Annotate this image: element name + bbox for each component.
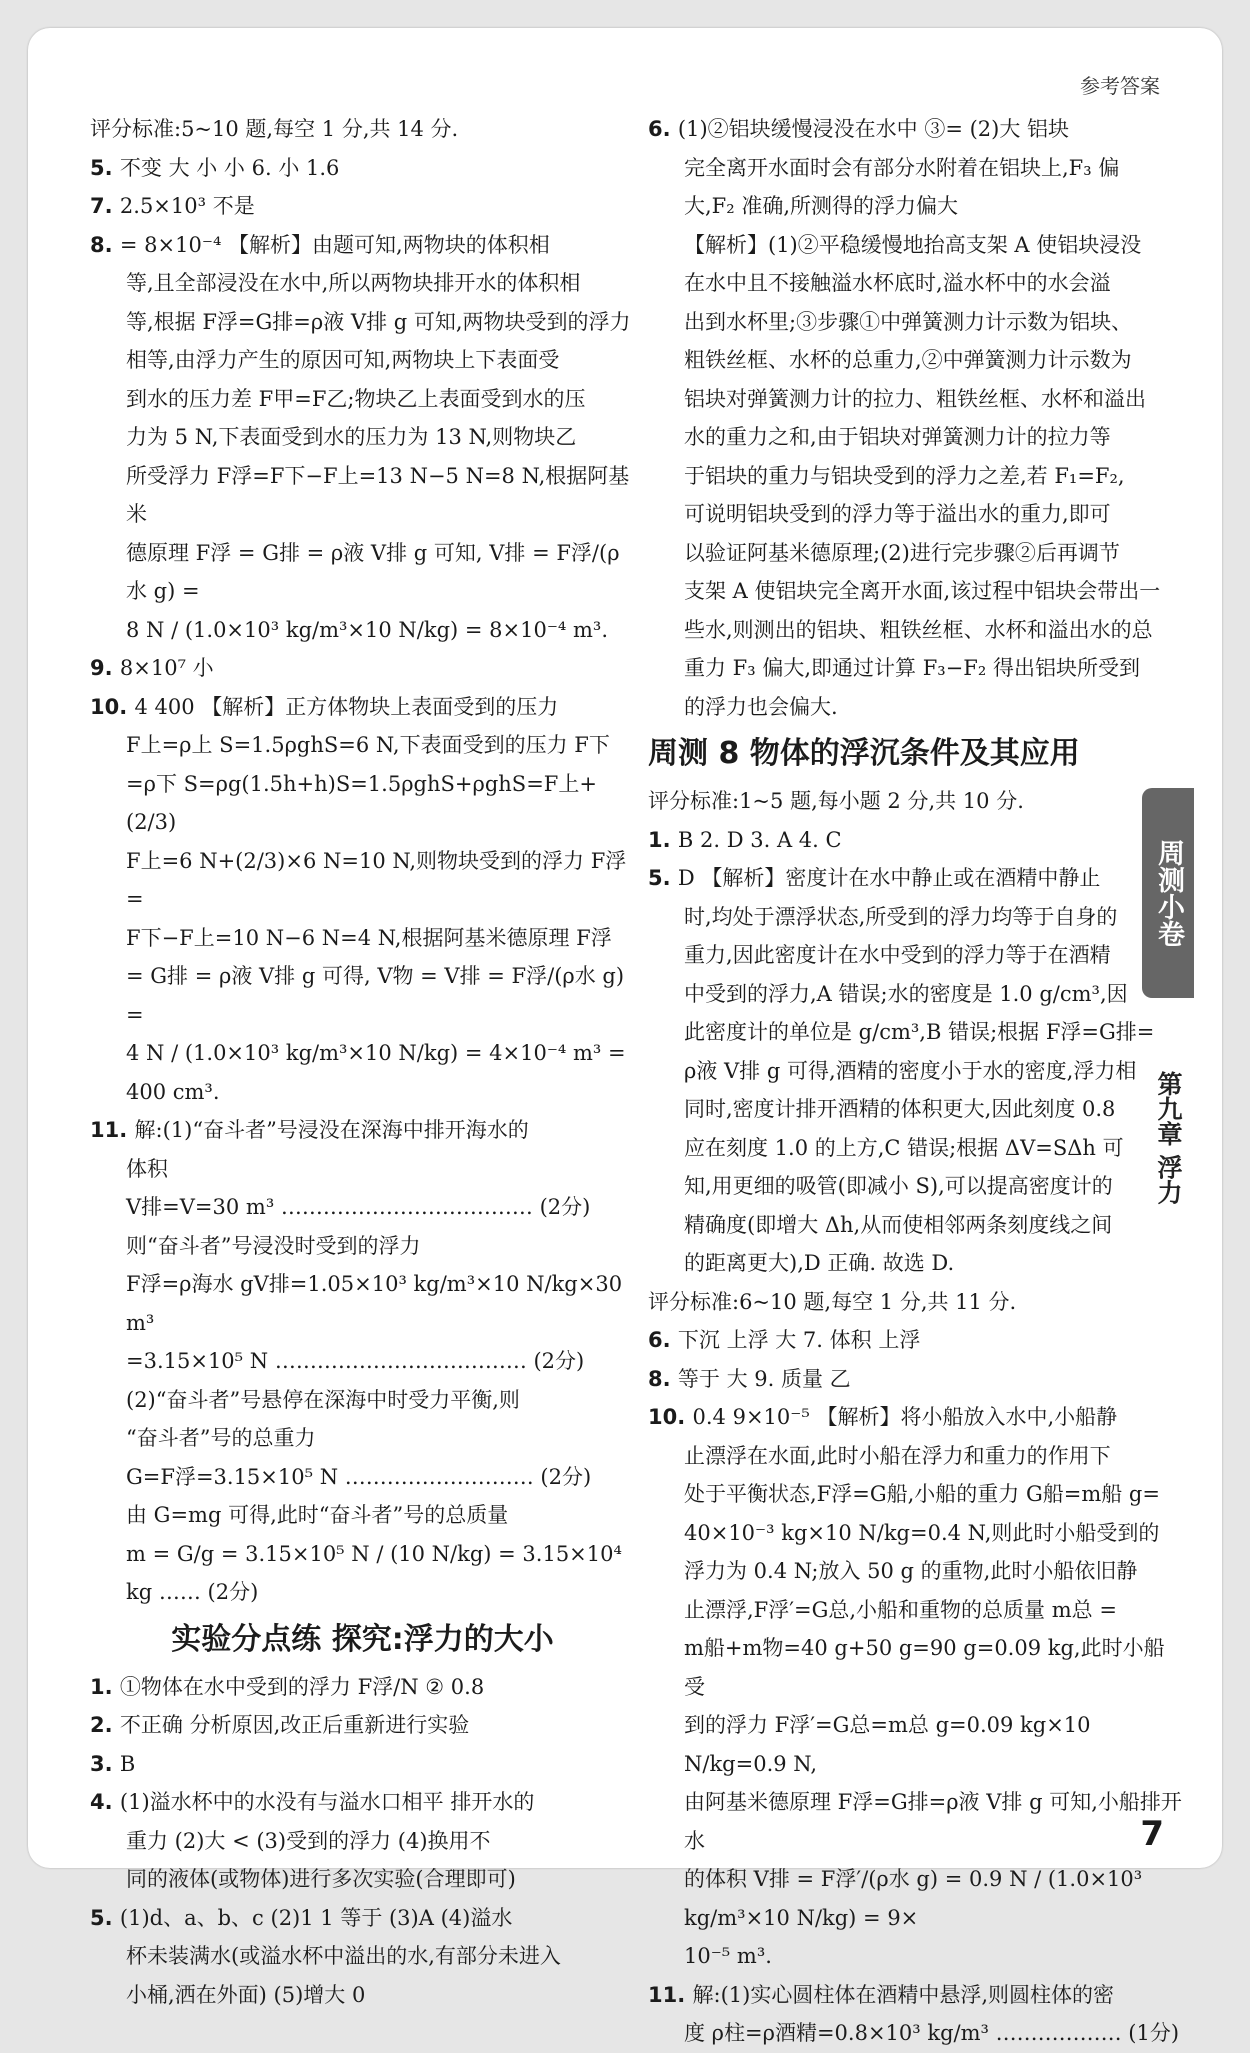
item-number: 4.: [90, 1790, 120, 1814]
item-text: 不变 大 小 小 6. 小 1.6: [119, 155, 340, 180]
item-text: 下沉 上浮 大 7. 体积 上浮: [677, 1328, 921, 1352]
continuation-line: 知,用更细的吸管(即减小 S),可以提高密度计的: [684, 1174, 1113, 1198]
continuation-line: 在水中且不接触溢水杯底时,溢水杯中的水会溢: [684, 271, 1111, 295]
item-number: 9.: [90, 656, 120, 680]
item-text: 8×10⁷ 小: [119, 656, 214, 680]
continuation-line: 到的浮力 F浮′=G总=m总 g=0.09 kg×10 N/kg=0.9 N,: [684, 1713, 1091, 1776]
continuation-line: m = G/g = 3.15×10⁵ N / (10 N/kg) = 3.15×10⁴ kg …… (2分): [126, 1541, 622, 1604]
item-text: ①物体在水中受到的浮力 F浮/N ② 0.8: [119, 1674, 485, 1699]
chapter-label: 第九章 浮力: [1154, 1071, 1183, 1205]
continuation-line: “奋斗者”号的总重力: [126, 1426, 316, 1450]
continuation-line: F上=ρ上 S=1.5ρghS=6 N,下表面受到的压力 F下: [126, 733, 610, 757]
answer-item: [90, 149, 635, 188]
right-column: [648, 110, 1183, 2053]
continuation-line: 止漂浮,F浮′=G总,小船和重物的总质量 m总 =: [684, 1597, 1117, 1622]
item-number: 11.: [648, 1982, 693, 2007]
section-title: 周测 8 物体的浮沉条件及其应用: [648, 736, 1080, 771]
answer-page: [28, 28, 1222, 2045]
header-label: 参考答案: [1080, 74, 1160, 98]
item-number: 11.: [90, 1118, 135, 1142]
scoring-line: 评分标准:6~10 题,每空 1 分,共 11 分.: [648, 1289, 1017, 1314]
item-text: 解:(1)“奋斗者”号浸没在深海中排开海水的: [134, 1118, 529, 1142]
continuation-line: 浮力为 0.4 N;放入 50 g 的重物,此时小船依旧静: [684, 1559, 1138, 1583]
answer-item: [90, 1668, 635, 1707]
continuation-line: F浮=ρ海水 gV排=1.05×10³ kg/m³×10 N/kg×30 m³: [126, 1272, 623, 1335]
item-number: 6.: [648, 1328, 678, 1352]
answer-item: [648, 821, 1183, 860]
answer-item: [90, 1111, 635, 1150]
page-number: 7: [1140, 1814, 1164, 1854]
answer-item: [90, 688, 635, 727]
item-number: 6.: [648, 117, 678, 141]
continuation-line: 同的液体(或物体)进行多次实验(合理即可): [126, 1867, 516, 1891]
answer-item: [90, 649, 635, 688]
left-column: [90, 110, 635, 2014]
continuation-line: V排=V=30 m³ ……………………………… (2分): [126, 1195, 591, 1219]
continuation-line: 德原理 F浮 = G排 = ρ液 V排 g 可知, V排 = F浮/(ρ水 g) =: [126, 540, 620, 603]
answer-item: [90, 1745, 635, 1784]
answer-item: [90, 1899, 635, 1938]
answer-item: [90, 226, 635, 265]
continuation-line: 到水的压力差 F甲=F乙;物块乙上表面受到水的压: [126, 386, 586, 411]
continuation-line: 可说明铝块受到的浮力等于溢出水的重力,即可: [684, 502, 1111, 526]
continuation-line: 的体积 V排 = F浮′/(ρ水 g) = 0.9 N / (1.0×10³ kg/m³×10 N/kg) = 9×: [684, 1867, 1143, 1930]
continuation-line: 由 G=mg 可得,此时“奋斗者”号的总质量: [126, 1503, 509, 1527]
item-text: (1)②铝块缓慢浸没在水中 ③= (2)大 铝块: [677, 117, 1070, 141]
item-text: 不正确 分析原因,改正后重新进行实验: [119, 1713, 470, 1737]
item-text: 解:(1)实心圆柱体在酒精中悬浮,则圆柱体的密: [692, 1982, 1115, 2007]
section-title: 实验分点练 探究:浮力的大小: [171, 1621, 554, 1657]
scoring-line: 评分标准:5~10 题,每空 1 分,共 14 分.: [90, 117, 459, 141]
continuation-line: 铝块对弹簧测力计的拉力、粗铁丝框、水杯和溢出: [684, 386, 1146, 411]
continuation-line: 重力 F₃ 偏大,即通过计算 F₃−F₂ 得出铝块所受到: [684, 656, 1140, 680]
continuation-line: 40×10⁻³ kg×10 N/kg=0.4 N,则此时小船受到的: [684, 1520, 1160, 1545]
continuation-line: 重力 (2)大 < (3)受到的浮力 (4)换用不: [126, 1828, 491, 1853]
item-number: 8.: [648, 1366, 678, 1391]
continuation-line: 水的重力之和,由于铝块对弹簧测力计的拉力等: [684, 425, 1111, 449]
side-tab: 周测小卷: [1142, 788, 1194, 998]
answer-item: [648, 1976, 1183, 2015]
continuation-line: 则“奋斗者”号浸没时受到的浮力: [126, 1233, 421, 1258]
item-number: 1.: [648, 827, 678, 852]
continuation-line: 支架 A 使铝块完全离开水面,该过程中铝块会带出一: [684, 579, 1161, 603]
continuation-line: F下−F上=10 N−6 N=4 N,根据阿基米德原理 F浮: [126, 925, 612, 950]
continuation-line: 8 N / (1.0×10³ kg/m³×10 N/kg) = 8×10⁻⁴ m³.: [126, 617, 609, 642]
continuation-line: 以验证阿基米德原理;(2)进行完步骤②后再调节: [684, 540, 1120, 565]
continuation-line: = G排 = ρ液 V排 g 可得, V物 = V排 = F浮/(ρ水 g) =: [126, 964, 625, 1027]
continuation-line: 等,且全部浸没在水中,所以两物块排开水的体积相: [126, 271, 581, 295]
continuation-line: 时,均处于漂浮状态,所受到的浮力均等于自身的: [684, 904, 1118, 929]
item-number: 10.: [90, 694, 135, 719]
continuation-line: 度 ρ柱=ρ酒精=0.8×10³ kg/m³ ……………… (1分): [684, 2021, 1180, 2045]
continuation-line: 粗铁丝框、水杯的总重力,②中弹簧测力计示数为: [684, 348, 1132, 372]
item-number: 8.: [90, 232, 120, 257]
continuation-line: 10⁻⁵ m³.: [684, 1944, 772, 1968]
continuation-line: 些水,则测出的铝块、粗铁丝框、水杯和溢出水的总: [684, 617, 1153, 642]
item-number: 7.: [90, 194, 120, 218]
continuation-line: 4 N / (1.0×10³ kg/m³×10 N/kg) = 4×10⁻⁴ m³ = 400 cm³.: [126, 1041, 626, 1104]
continuation-line: 杯未装满水(或溢水杯中溢出的水,有部分未进入: [126, 1944, 561, 1968]
continuation-line: 应在刻度 1.0 的上方,C 错误;根据 ΔV=SΔh 可: [684, 1135, 1124, 1160]
item-number: 5.: [90, 1905, 120, 1930]
item-text: D 【解析】密度计在水中静止或在酒精中静止: [677, 866, 1101, 890]
continuation-line: =ρ下 S=ρg(1.5h+h)S=1.5ρghS+ρghS=F上+(2/3): [126, 771, 597, 834]
continuation-line: 大,F₂ 准确,所测得的浮力偏大: [684, 194, 959, 218]
continuation-line: 等,根据 F浮=G排=ρ液 V排 g 可知,两物块受到的浮力: [126, 309, 631, 334]
continuation-line: 于铝块的重力与铝块受到的浮力之差,若 F₁=F₂,: [684, 463, 1125, 488]
item-text: 2.5×10³ 不是: [119, 194, 255, 218]
item-number: 5.: [90, 155, 120, 180]
item-number: 3.: [90, 1751, 120, 1776]
continuation-line: 小桶,洒在外面) (5)增大 0: [126, 1982, 366, 2007]
item-text: 4 400 【解析】正方体物块上表面受到的压力: [134, 694, 559, 719]
continuation-line: 同时,密度计排开酒精的体积更大,因此刻度 0.8: [684, 1097, 1116, 1121]
item-number: 10.: [648, 1405, 693, 1429]
answer-item: [648, 859, 1183, 898]
continuation-line: (2)“奋斗者”号悬停在深海中时受力平衡,则: [126, 1387, 520, 1412]
continuation-line: 力为 5 N,下表面受到水的压力为 13 N,则物块乙: [126, 425, 577, 449]
continuation-line: 所受浮力 F浮=F下−F上=13 N−5 N=8 N,根据阿基米: [126, 463, 630, 526]
answer-item: [648, 1398, 1183, 1437]
continuation-line: 出到水杯里;③步骤①中弹簧测力计示数为铝块、: [684, 309, 1133, 334]
continuation-line: 止漂浮在水面,此时小船在浮力和重力的作用下: [684, 1443, 1111, 1468]
continuation-line: 的距离更大),D 正确. 故选 D.: [684, 1251, 955, 1275]
continuation-line: 的浮力也会偏大.: [684, 694, 838, 719]
item-text: (1)d、a、b、c (2)1 1 等于 (3)A (4)溢水: [119, 1905, 513, 1930]
continuation-line: 处于平衡状态,F浮=G船,小船的重力 G船=m船 g=: [684, 1482, 1160, 1506]
continuation-line: F上=6 N+(2/3)×6 N=10 N,则物块受到的浮力 F浮=: [126, 848, 627, 911]
continuation-line: 由阿基米德原理 F浮=G排=ρ液 V排 g 可知,小船排开水: [684, 1790, 1182, 1853]
continuation-line: 中受到的浮力,A 错误;水的密度是 1.0 g/cm³,因: [684, 981, 1128, 1006]
continuation-line: m船+m物=40 g+50 g=90 g=0.09 kg,此时小船受: [684, 1636, 1165, 1699]
continuation-line: 相等,由浮力产生的原因可知,两物块上下表面受: [126, 348, 560, 372]
item-text: B 2. D 3. A 4. C: [677, 827, 842, 852]
answer-item: [648, 110, 1183, 149]
answer-item: [90, 1783, 635, 1822]
item-number: 5.: [648, 866, 678, 890]
scoring-line: 评分标准:1~5 题,每小题 2 分,共 10 分.: [648, 789, 1024, 813]
item-text: B: [119, 1751, 136, 1776]
continuation-line: 重力,因此密度计在水中受到的浮力等于在酒精: [684, 943, 1111, 967]
continuation-line: 此密度计的单位是 g/cm³,B 错误;根据 F浮=G排=: [684, 1020, 1155, 1044]
answer-item: [90, 187, 635, 226]
answer-item: [648, 1360, 1183, 1399]
continuation-line: =3.15×10⁵ N ……………………………… (2分): [126, 1349, 585, 1373]
continuation-line: ρ液 V排 g 可得,酒精的密度小于水的密度,浮力相: [684, 1058, 1137, 1083]
continuation-line: 【解析】(1)②平稳缓慢地抬高支架 A 使铝块浸没: [684, 232, 1142, 257]
answer-item: [648, 1321, 1183, 1360]
continuation-line: 体积: [126, 1156, 168, 1181]
item-number: 1.: [90, 1674, 120, 1699]
item-number: 2.: [90, 1713, 120, 1737]
continuation-line: G=F浮=3.15×10⁵ N ……………………… (2分): [126, 1464, 592, 1489]
item-text: = 8×10⁻⁴ 【解析】由题可知,两物块的体积相: [119, 232, 550, 257]
item-text: 等于 大 9. 质量 乙: [677, 1366, 851, 1391]
item-text: 0.4 9×10⁻⁵ 【解析】将小船放入水中,小船静: [692, 1405, 1118, 1429]
continuation-line: 完全离开水面时会有部分水附着在铝块上,F₃ 偏: [684, 155, 1120, 180]
item-text: (1)溢水杯中的水没有与溢水口相平 排开水的: [119, 1790, 535, 1814]
continuation-line: 精确度(即增大 Δh,从而使相邻两条刻度线之间: [684, 1212, 1113, 1237]
answer-item: [90, 1706, 635, 1745]
